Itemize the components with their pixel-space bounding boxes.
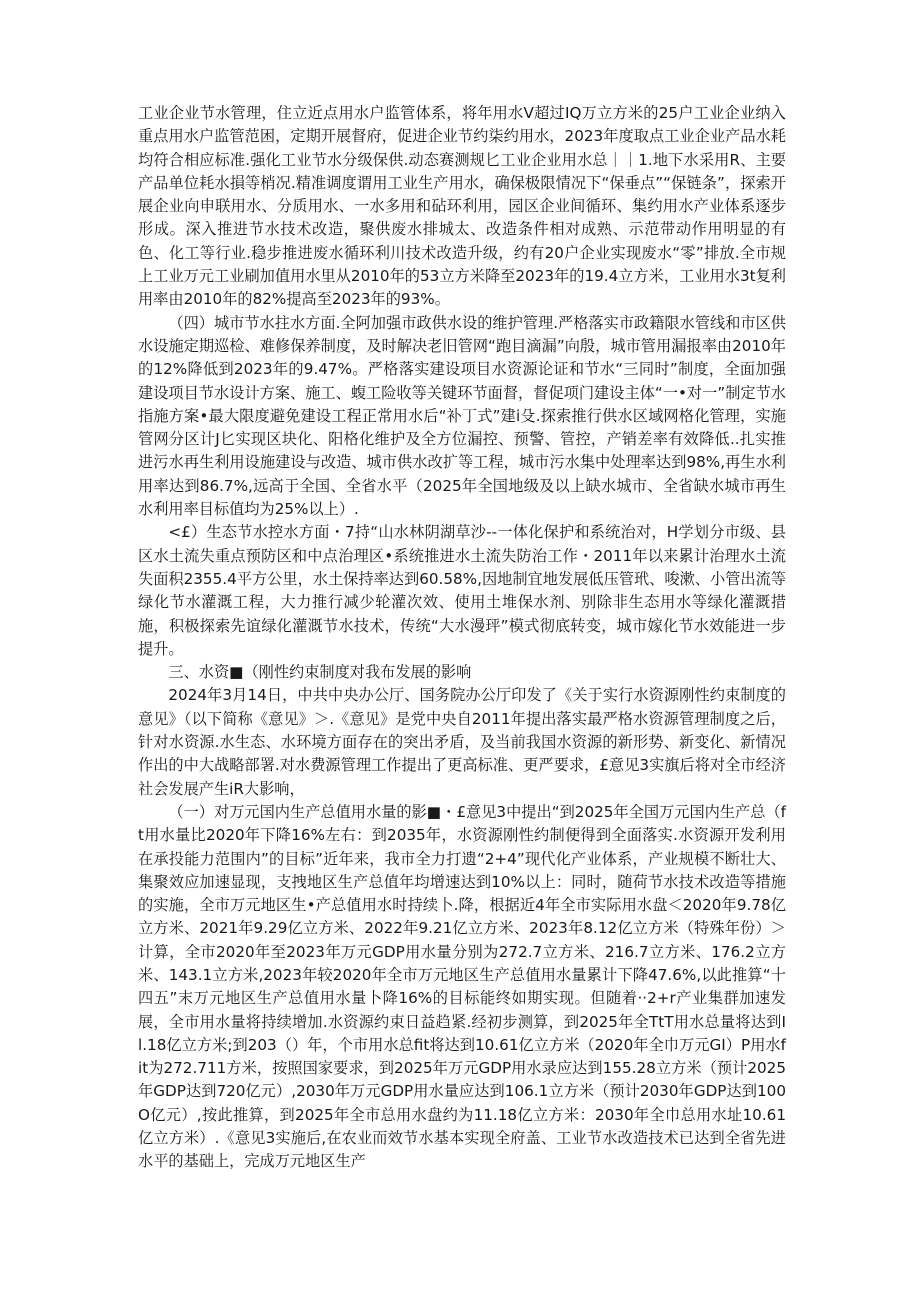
paragraph-urban-water: （四）城市节水拄水方面.全阿加强市政供水设的维护管理.严格落实市政籍限水管线和市区供水设施定期巡检、难修保养制度，及时解决老旧管网“跑目滴漏”向殷，城市管用漏报率由2010年的12%降低到2023年的9.47%。严格落实建设项目水资源论证和节水“三同时”制度，全面加强建设项目节水设计方案、施工、蝮工险收等关键环节面督，督促项门建设主体“一•对一”制定节水指施方案•最大限度避免建设工程正常用水后“补丁式”建i殳.探索推行供水区域网格化管理，实施管网分区计J匕实现区块化、阳格化维护及全方位漏控、预警、管控，产销差率有效降低..扎实推进污水再生利用设施建设与改造、城市供水改扩等工程，城市污水集中处理率达到98%,再生水利用率达到86.7%,远高于全国、全省水平（2025年全国地级及以上缺水城市、全省缺水城市再生水利用率目标值均为25%以上）. [138,313,786,519]
document-page [138,102,786,1174]
paragraph-industrial-water: 工业企业节水管理，住立近点用水户监管体系，将年用水V超过IQ万立方米的25户工业企业纳入重点用水户监管范困，定期开展督府，促进企业节约柒约用水，2023年度取点工业企业产品水耗均符合相应标准.强化工业节水分级保供.动态赛测规匕工业企业用水总｜｜1.地下水采用R、主要产品单位耗水損等梢况.精准调度谓用工业生产用水，确保极限情况下“保垂点”“保链条”，探索开展企业向申联用水、分质用水、一水多用和砧环利用，园区企业间循环、集约用水产业体系逐步形成。深入推进节水技术改造，聚供废水排城太、改造条件相对成熟、示范带动作用明显的有色、化工等行业.稳步推进废水循环利川技术改造升级，约有20户企业实现废水“零”排放.全市规上工业万元工业刷加值用水里从2010年的53立方米降至2023年的19.4立方米，工业用水3t复利用率由2010年的82%提高至2023年的93%。 [138,104,786,309]
paragraph-policy-intro: 2024年3月14日，中共中央办公厅、国务院办公厅印发了《关于实行水资源刚性约束制度的意见》（以下简称《意见》＞.《意见》是党中央自2011年提出落实最严格水资源管理制度之后，针对水资源.水生态、水环境方面存在的突出矛盾，及当前我国水资源的新形势、新变化、新情况作出的中大战略部署.对水费源管理工作提出了更高标准、更严要求，£意见3实旗后将对全市经济社会发展产生iR大影响， [138,686,786,798]
section-heading: 三、水资■（刚性约束制度对我布发展的影响 [168,663,472,682]
paragraph-gdp-water-impact: （一）对万元国内生产总值用水量的影■・£意见3中提出“到2025年全国万元国内生产总（ft用水量比2020年下降16%左右：到2035年，水资源刚性约制便得到全面落实.水资源开发利用在承投能力范围内”的目标”近年来，我市全力打遗“2+4”现代化产业体系，产业规模不断壮大、集聚效应加速显现，支拽地区生产总值年均增速达到10%以上：同时，随荷节水技术改造等措施的实施，全市万元地区生•产总值用水时持续卜.降，根据近4年全市实际用水盘＜2020年9.78亿立方米、2021年9.29亿立方米、2022年9.21亿立方米、2023年8.12亿立方米（特殊年份）＞计算，全市2020年至2023年万元GDP用水量分别为272.7立方米、216.7立方米、176.2立方米、143.1立方米,2023年较2020年全市万元地区生产总值用水量累计下降47.6%,以此推算“十四五”末万元地区生产总值用水量卜降16%的目标能终如期实现。但随着··2+r产业集群加速发展，全市用水量将持续增加.水资源约束日益趋紧.经初步测算，到2025年全TtT用水总量将达到Il.18亿立方米;到203（）年，个市用水总fit将达到10.61亿立方米（2020年全巾万元GI）P用水fit为272.711方米，按照国家要求，到2025年万元GDP用水录应达到155.28立方米（预计2025年GDP达到720亿元）,2030年万元GDP用水量应达到106.1立方米（预计2030年GDP达到100O亿元）,按此推算，到2025年全市总用水盘约为11.18亿立方米：2030年全巾总用水址10.61亿立方米）.《意见3实施后,在农业而效节水基本实现全府盖、工业节水改造技术已达到全省先进水平的基础上，完成万元地区生产 [138,802,786,1171]
paragraph-ecological-water: <£）生态节水控水方面・7持“山水林阴湖草沙--一体化保护和系统治对，H学划分市级、县区水土流失重点预防区和中点治理区•系统推进水土流失防治工作・2011年以来累计治理水土流失面积2355.4平方公里，水土保持率达到60.58%,因地制宜地发展低压管玳、唆漱、小管出流等绿化节水灌溉工程，大力推行减少轮灌次效、使用土堆保水剂、别除非生态用水等绿化灌溉措施，积极探索先谊绿化灌溉节水技术，传统“大水漫玶”模式彻底转变，城市嫁化节水效能进一步提升。 [138,523,786,658]
